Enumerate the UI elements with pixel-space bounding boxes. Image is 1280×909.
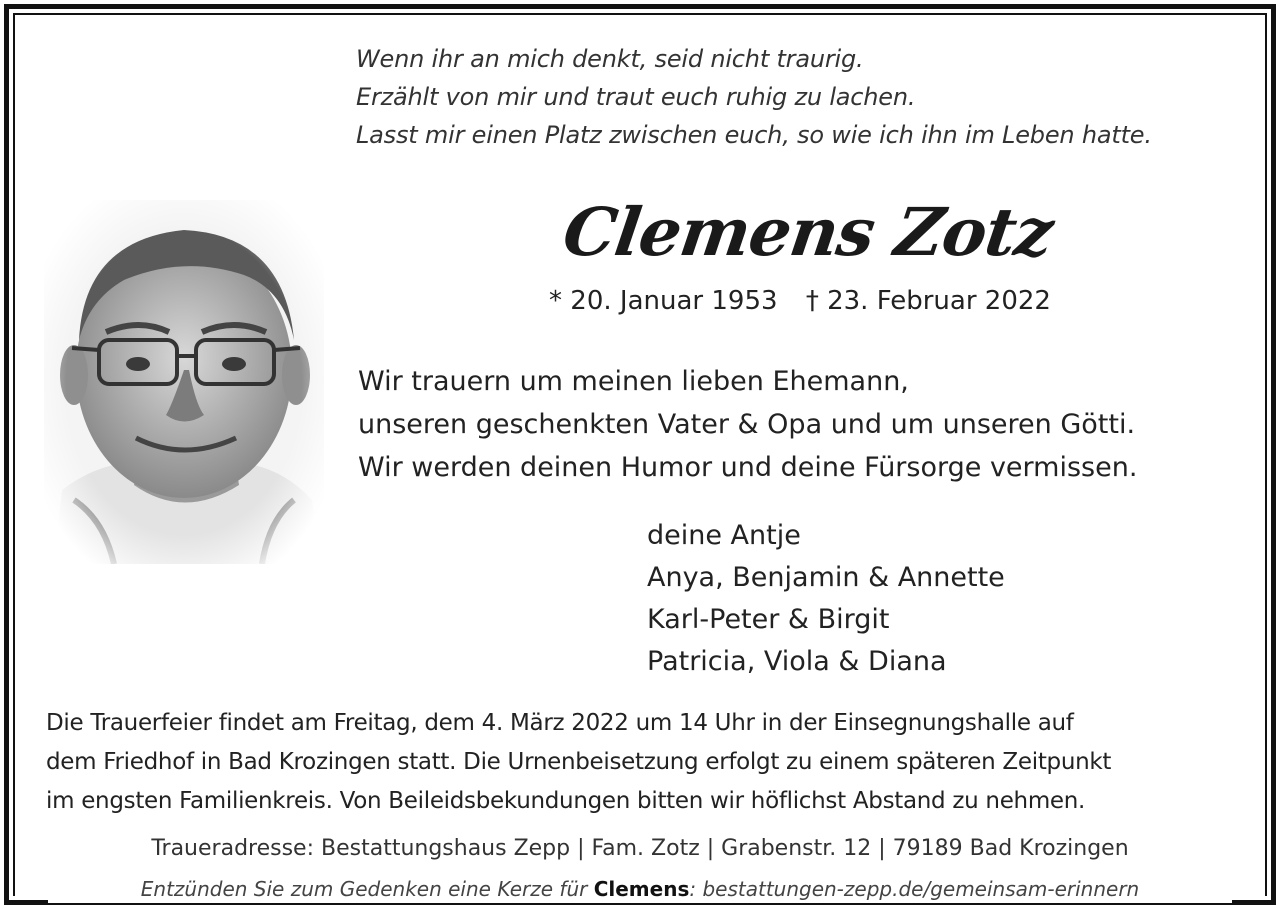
mourning-text: [358, 360, 1238, 489]
death-date: † 23. Februar 2022: [805, 286, 1051, 316]
mourning-line: unseren geschenkten Vater & Opa und um unseren Götti.: [358, 409, 1136, 440]
candle-url[interactable]: : bestattungen-zepp.de/gemeinsam-erinnern: [689, 877, 1140, 901]
funeral-line: im engsten Familienkreis. Von Beileidsbekundungen bitten wir höflichst Abstand zu nehmen.: [46, 788, 1086, 814]
family-line: Patricia, Viola & Diana: [647, 646, 947, 677]
funeral-line: dem Friedhof in Bad Krozingen statt. Die Urnenbeisetzung erfolgt zu einem späteren Zeitpunkt: [46, 749, 1112, 775]
funeral-notice: [46, 704, 1246, 821]
family-signatures: [647, 515, 1207, 683]
quote-line: Erzählt von mir und traut euch ruhig zu lachen.: [356, 83, 916, 111]
quote-line: Wenn ihr an mich denkt, seid nicht traurig.: [356, 45, 864, 73]
portrait-photo: [44, 200, 324, 564]
family-line: deine Antje: [647, 520, 801, 551]
deceased-name: Clemens Zotz: [558, 193, 1058, 271]
funeral-line: Die Trauerfeier findet am Freitag, dem 4. März 2022 um 14 Uhr in der Einsegnungshalle auf: [46, 710, 1074, 736]
candle-prefix: Entzünden Sie zum Gedenken eine Kerze für: [140, 877, 594, 901]
family-line: Anya, Benjamin & Annette: [647, 562, 1005, 593]
life-dates: [520, 282, 1080, 320]
mourning-line: Wir werden deinen Humor und deine Fürsorge vermissen.: [358, 452, 1138, 483]
birth-date: * 20. Januar 1953: [549, 286, 778, 316]
quote-line: Lasst mir einen Platz zwischen euch, so wie ich ihn im Leben hatte.: [356, 121, 1152, 149]
mourning-address: Traueradresse: Bestattungshaus Zepp | Fam. Zotz | Grabenstr. 12 | 79189 Bad Krozingen: [151, 836, 1129, 861]
candle-link-line: [40, 872, 1240, 906]
memorial-quote: [356, 40, 1256, 154]
candle-name: Clemens: [593, 877, 690, 901]
mourning-line: Wir trauern um meinen lieben Ehemann,: [358, 366, 909, 397]
family-line: Karl-Peter & Birgit: [647, 604, 890, 635]
